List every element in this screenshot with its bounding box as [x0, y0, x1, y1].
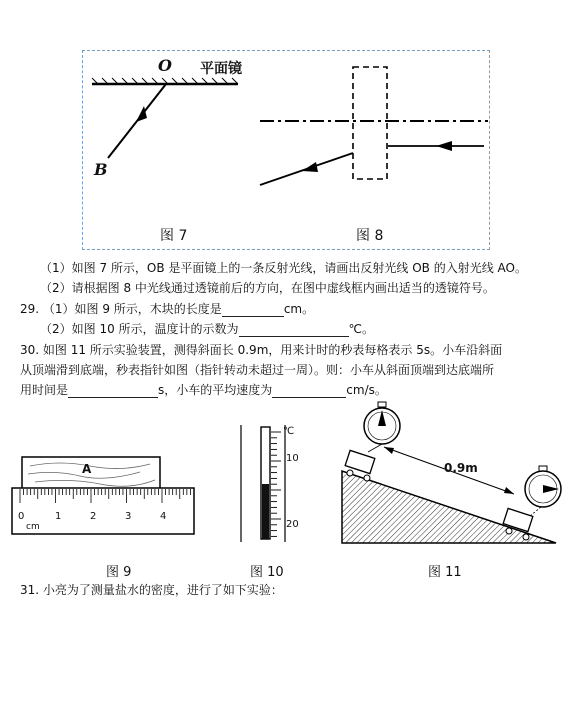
label-plane-mirror: 平面镜 [200, 61, 242, 77]
incline-ramp [342, 471, 556, 543]
q30-line2: 从顶端滑到底端，秒表指针如图（指针转动未超过一周）。则：小车从斜面顶端到达底端所 [20, 363, 495, 377]
ruler-tick-label-4: 4 [160, 511, 167, 522]
ruler-tick-label-3: 3 [125, 511, 132, 522]
ruler-tick-label-2: 2 [90, 511, 97, 522]
caption-fig10: 图 10 [250, 565, 284, 580]
q28-line1: （1）如图 7 所示，OB 是平面镜上的一条反射光线，请画出反射光线 OB 的入射光线 AO。 [40, 261, 527, 275]
q28-line2: （2）请根据图 8 中光线通过透镜前后的方向，在图中虚线框内画出适当的透镜符号。 [40, 281, 495, 295]
caption-fig11: 图 11 [428, 565, 462, 580]
thermometer-tick-20: 20 [286, 519, 299, 530]
q29-part2-suffix: ℃。 [348, 322, 375, 336]
q30-line3-mid: s，小车的平均速度为 [158, 383, 273, 397]
caption-fig9: 图 9 [106, 565, 132, 580]
incline-length-label: 0.9m [444, 461, 478, 475]
thermometer-tick-10: 10 [286, 453, 299, 464]
q30-line1: 30. 如图 11 所示实验装置，测得斜面长 0.9m，用来计时的秒表每格表示 5s。小车沿斜面 [20, 343, 503, 357]
label-O: O [158, 56, 172, 75]
q29-part2-prefix: （2）如图 10 所示，温度计的示数为 [40, 322, 239, 336]
caption-fig8: 图 8 [356, 228, 384, 244]
q31-line: 31. 小亮为了测量盐水的密度，进行了如下实验： [20, 583, 283, 597]
q30-line3-suffix: cm/s。 [346, 383, 387, 397]
block-label-A: A [82, 462, 92, 476]
label-B: B [94, 160, 108, 179]
thermometer-unit: ℃ [283, 426, 295, 437]
q30-line3-prefix: 用时间是 [20, 383, 69, 397]
ruler-tick-label-1: 1 [55, 511, 62, 522]
ruler-unit: cm [26, 522, 40, 532]
q29-part1-suffix: cm。 [283, 302, 315, 316]
caption-fig7: 图 7 [160, 228, 188, 244]
ruler-tick-label-0: 0 [18, 511, 25, 522]
stopwatch-top-button [378, 402, 386, 407]
q29-part1-prefix: 29. （1）如图 9 所示，木块的长度是 [20, 302, 222, 316]
